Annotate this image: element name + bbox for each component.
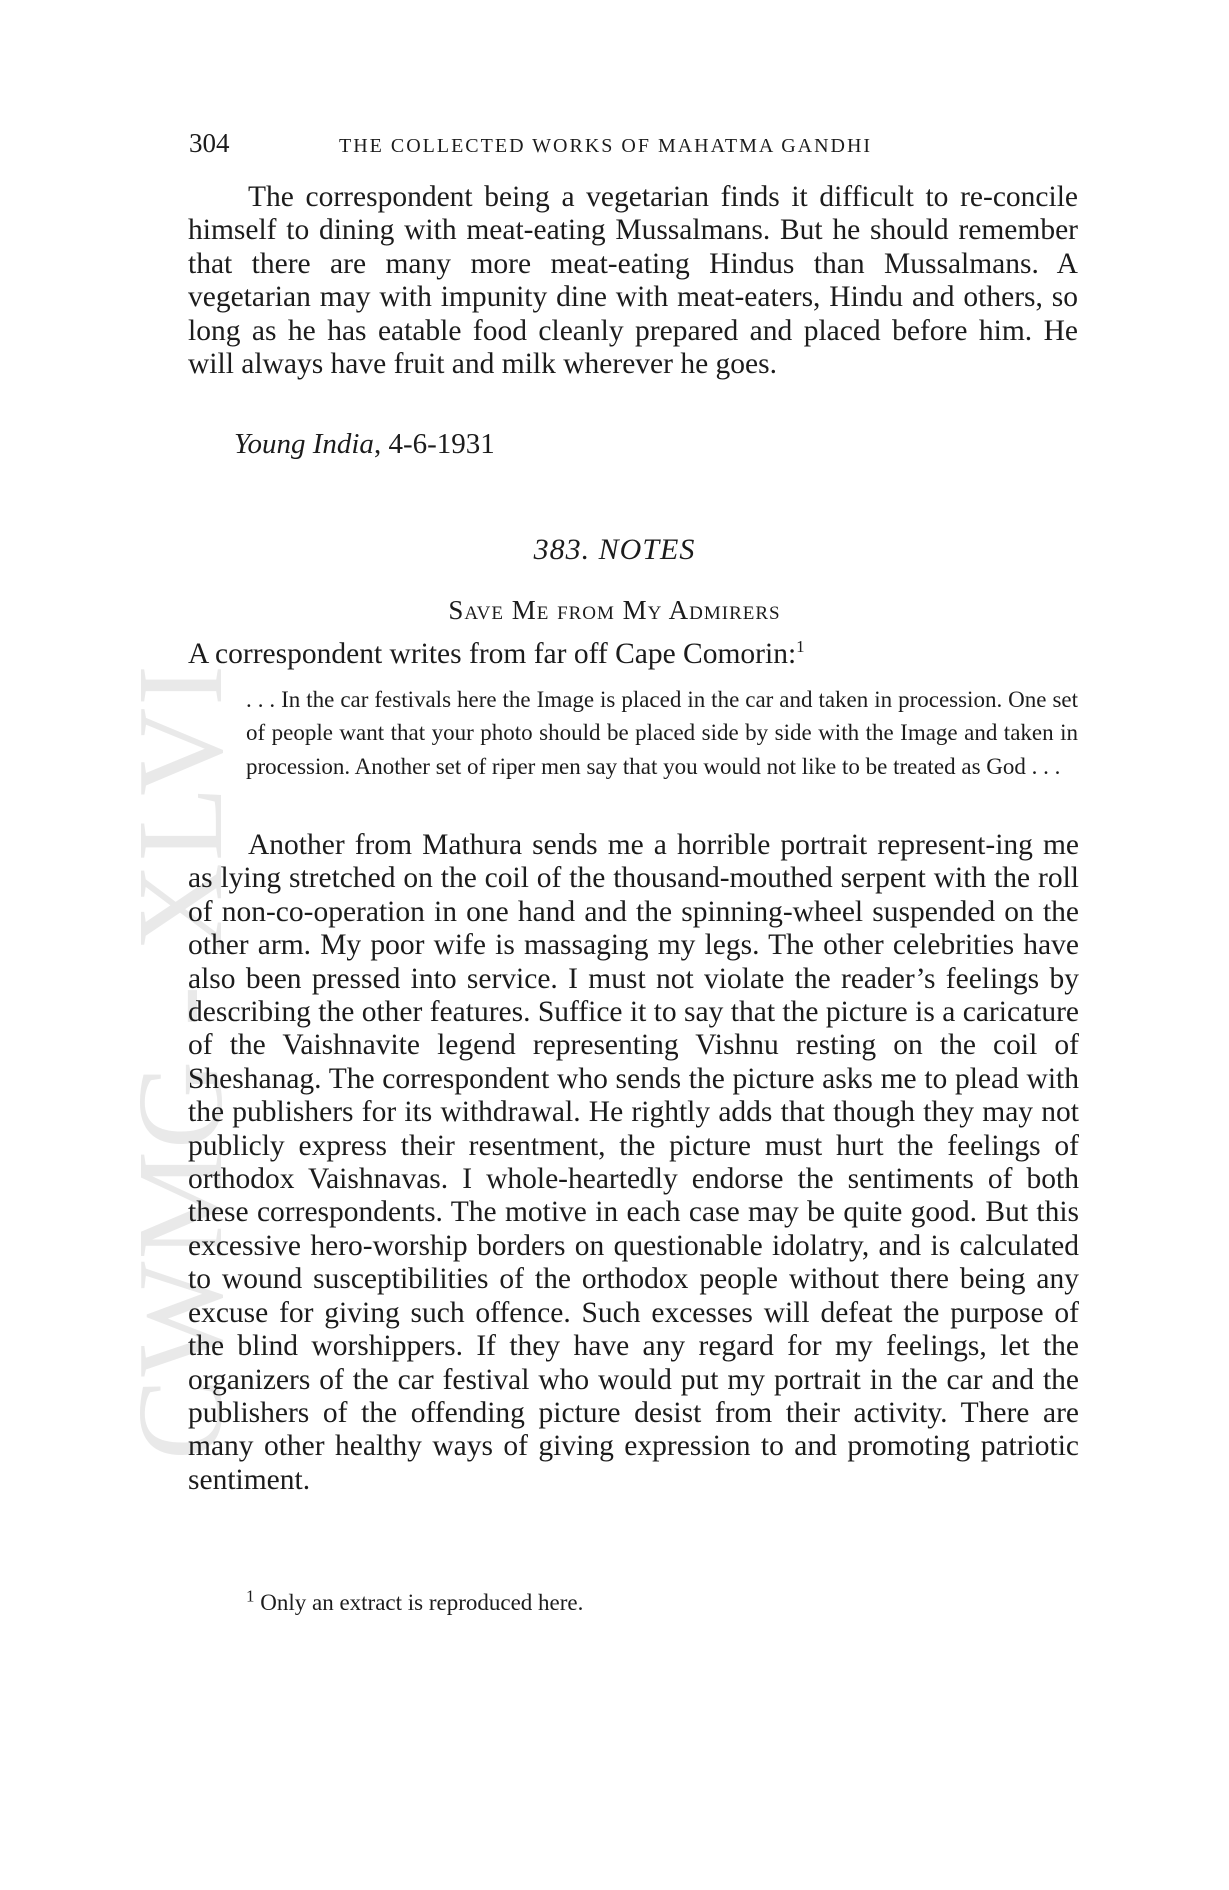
footnote-text: Only an extract is reproduced here.	[254, 1590, 584, 1615]
article-subheading: Save Me from My Admirers	[448, 595, 781, 625]
source-date: , 4-6-1931	[373, 428, 495, 460]
footnote-number: 1	[246, 1586, 255, 1606]
article-body-block	[188, 829, 1079, 1497]
prev-article-paragraph: The correspondent being a vegetarian finds it difficult to re-concile himself to dining with meat-eating Mussalmans. But he should remember that there are many more meat-eating Hindus than Mussalmans. A vegetarian may with impunity dine with meat-eaters, Hindu and others, so long as he has eatable food cleanly prepared and placed before him. He will always have fruit and milk wherever he goes.	[188, 181, 1078, 381]
article-body: Another from Mathura sends me a horrible portrait represent-ing me as lying stretched on the coil of the thousand-mouthed serpent with the roll of non-co-operation in one hand and the spinning-wheel suspended on the other arm. My poor wife is massaging my legs. The other celebrities have also been pressed into service. I must not violate the reader’s feelings by describing the other features. Suffice it to say that the picture is a caricature of the Vaishnavite legend representing Vishnu resting on the coil of Sheshanag. The correspondent who sends the picture asks me to plead with the publishers for its withdrawal. He rightly adds that though they may not publicly express their resentment, the picture must hurt the feelings of orthodox Vaishnavas. I whole-heartedly endorse the sentiments of both these correspondents. The motive in each case may be quite good. But this excessive hero-worship borders on questionable idolatry, and is calculated to wound susceptibilities of the orthodox people without there being any excuse for giving such offence. Such excesses will defeat the purpose of the blind worshippers. If they have any regard for my feelings, let the organizers of the car festival who would put my portrait in the car and the publishers of the offending picture desist from their activity. There are many other healthy ways of giving expression to and promoting patriotic sentiment.	[188, 829, 1079, 1496]
watermark: CWMG - XLVI	[113, 663, 248, 1460]
block-quote	[246, 683, 1078, 783]
page-number: 304	[189, 128, 230, 158]
footnote	[246, 1586, 584, 1616]
intro-text: A correspondent writes from far off Cape Comorin:	[188, 638, 797, 670]
article-intro	[188, 638, 805, 671]
source-citation	[234, 428, 495, 461]
page-header	[189, 128, 1089, 168]
running-head: THE COLLECTED WORKS OF MAHATMA GANDHI	[339, 135, 873, 157]
source-publication: Young India	[234, 428, 374, 460]
quote-text: . . . In the car festivals here the Image is placed in the car and taken in procession. One set of people want that your photo should be placed side by side with the Image and taken in procession. Another set of riper men say that you would not like to be treated as God . . .	[246, 687, 1078, 779]
prev-article-paragraph-block	[188, 181, 1078, 381]
footnote-marker: 1	[796, 637, 805, 657]
article-title: 383. NOTES	[533, 533, 696, 566]
